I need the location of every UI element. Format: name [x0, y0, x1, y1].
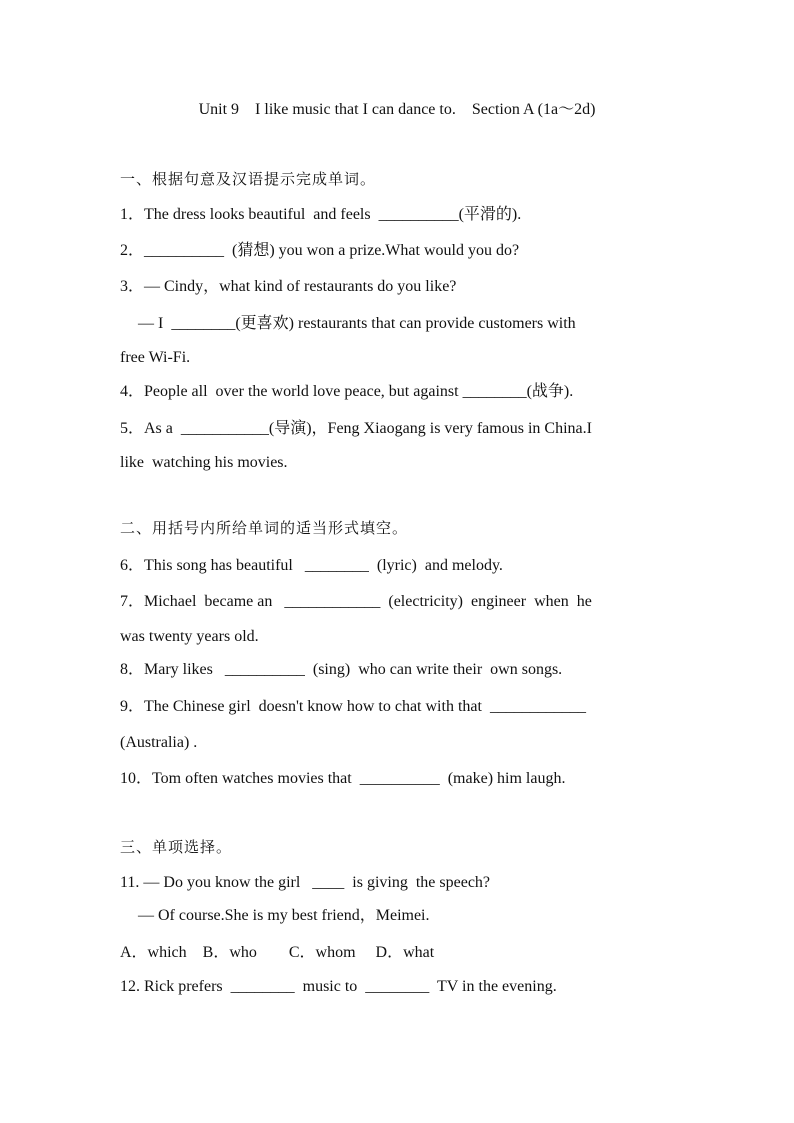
question-5-line-2: like watching his movies. [120, 454, 288, 471]
question-11-line-2: — Of course.She is my best friend，Meimei. [138, 907, 430, 924]
question-1: 1．The dress looks beautiful and feels __________(平滑的). [120, 206, 522, 223]
question-9-line-2: (Australia) . [120, 734, 198, 751]
question-3-line-1: 3．— Cindy，what kind of restaurants do you like? [120, 278, 457, 295]
question-3-line-3: free Wi-Fi. [120, 349, 191, 366]
question-3-line-2: — I ________(更喜欢) restaurants that can provide customers with [138, 315, 576, 332]
question-4: 4．People all over the world love peace, but against ________(战争). [120, 383, 574, 400]
question-7-line-1: 7．Michael became an ____________ (electricity) engineer when he [120, 593, 592, 610]
question-11-line-1: 11. — Do you know the girl ____ is giving the speech? [120, 874, 491, 891]
question-12: 12. Rick prefers ________ music to ________ TV in the evening. [120, 978, 557, 995]
question-7-line-2: was twenty years old. [120, 628, 259, 645]
question-5-line-1: 5．As a ___________(导演)，Feng Xiaogang is very famous in China.I [120, 420, 592, 437]
question-11-options: A．which B．who C．whom D．what [120, 944, 435, 961]
section-heading-2: 二、用括号内所给单词的适当形式填空。 [120, 519, 409, 537]
question-2: 2．__________ (猜想) you won a prize.What would you do? [120, 242, 520, 259]
section-heading-1: 一、根据句意及汉语提示完成单词。 [120, 170, 377, 188]
question-10: 10．Tom often watches movies that __________ (make) him laugh. [120, 770, 566, 787]
question-9-line-1: 9．The Chinese girl doesn't know how to chat with that ____________ [120, 698, 586, 715]
question-6: 6．This song has beautiful ________ (lyric) and melody. [120, 557, 503, 574]
section-heading-3: 三、单项选择。 [120, 838, 233, 856]
page-title: Unit 9 I like music that I can dance to. Section A (1a～2d) [198, 101, 596, 118]
question-8: 8．Mary likes __________ (sing) who can write their own songs. [120, 661, 563, 678]
